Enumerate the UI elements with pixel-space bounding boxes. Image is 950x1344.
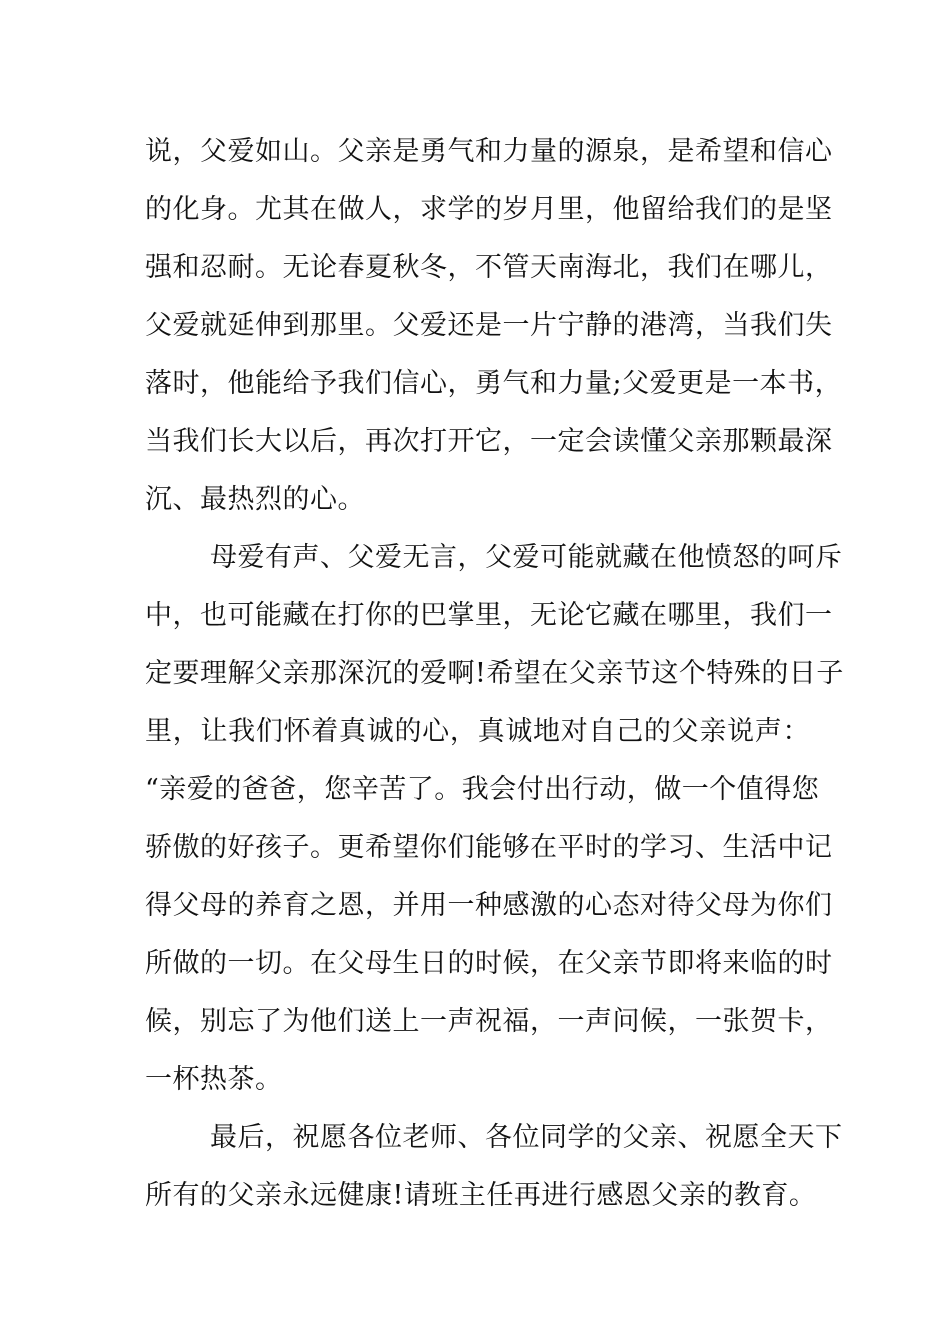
- text-line: 里，让我们怀着真诚的心，真诚地对自己的父亲说声：: [145, 716, 810, 747]
- text-line: 落时，他能给予我们信心，勇气和力量;父爱更是一本书，: [145, 368, 843, 399]
- text-line: 得父母的养育之恩，并用一种感激的心态对待父母为你们: [145, 890, 833, 921]
- text-line: 的化身。尤其在做人，求学的岁月里，他留给我们的是坚: [145, 194, 833, 225]
- paragraph-first-line: 母爱有声、父爱无言，父爱可能就藏在他愤怒的呵斥: [210, 542, 843, 573]
- text-line: 定要理解父亲那深沉的爱啊!希望在父亲节这个特殊的日子: [145, 658, 844, 689]
- text-line: 当我们长大以后，再次打开它，一定会读懂父亲那颗最深: [145, 426, 833, 457]
- text-line: 所有的父亲永远健康!请班主任再进行感恩父亲的教育。: [145, 1180, 817, 1211]
- text-line: 一杯热茶。: [145, 1064, 283, 1095]
- paragraph-first-line: 最后，祝愿各位老师、各位同学的父亲、祝愿全天下: [210, 1122, 843, 1153]
- text-line: 强和忍耐。无论春夏秋冬，不管天南海北，我们在哪儿，: [145, 252, 833, 283]
- text-line: 所做的一切。在父母生日的时候，在父亲节即将来临的时: [145, 948, 833, 979]
- text-line: 骄傲的好孩子。更希望你们能够在平时的学习、生活中记: [145, 832, 833, 863]
- text-line: 说，父爱如山。父亲是勇气和力量的源泉，是希望和信心: [145, 136, 833, 167]
- text-line: 中，也可能藏在打你的巴掌里，无论它藏在哪里，我们一: [145, 600, 833, 631]
- text-line: 候，别忘了为他们送上一声祝福，一声问候，一张贺卡，: [145, 1006, 833, 1037]
- text-line: “亲爱的爸爸，您辛苦了。我会付出行动，做一个值得您: [145, 774, 820, 805]
- text-line: 沉、最热烈的心。: [145, 484, 365, 515]
- text-line: 父爱就延伸到那里。父爱还是一片宁静的港湾，当我们失: [145, 310, 833, 341]
